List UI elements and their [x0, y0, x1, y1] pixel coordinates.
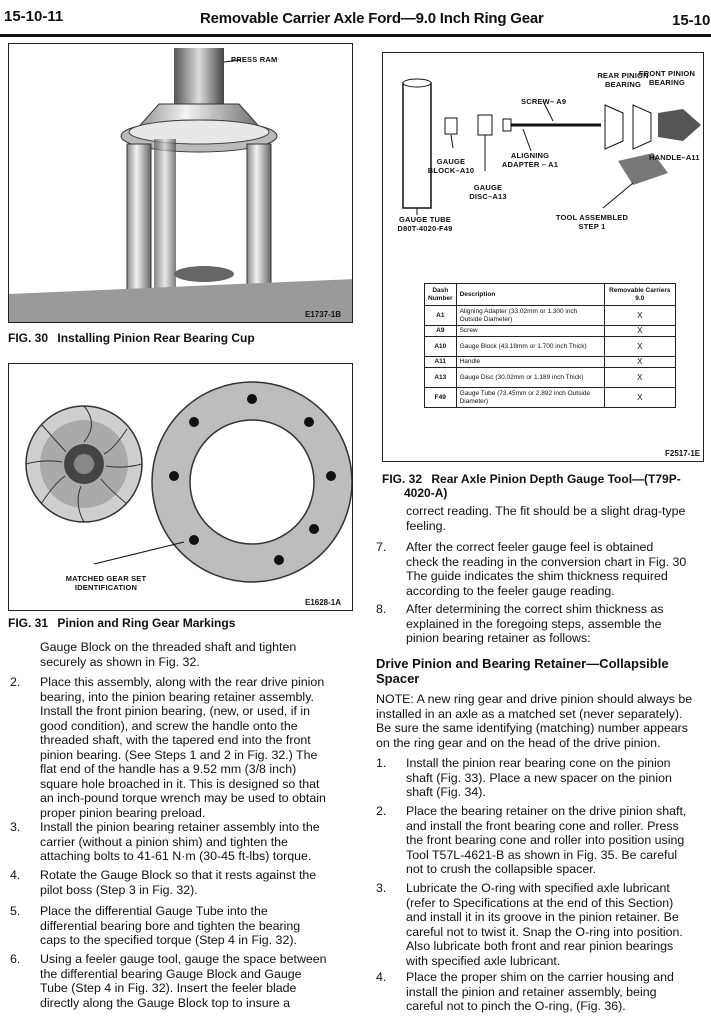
table-cell-description: Gauge Tube (73.45mm or 2.892 inch Outside Diameter)	[456, 388, 604, 408]
text-line: Also lubricate both front and rear pinion bearings	[406, 939, 674, 953]
text-line: Install the pinion rear bearing cone on the pinion	[406, 756, 671, 770]
step-text	[40, 904, 350, 948]
right-intro	[406, 504, 709, 533]
text-line: on the ring gear and on the head of the drive pinion.	[376, 735, 661, 750]
text-line: careful not to pinch the O-ring, (Fig. 36).	[406, 999, 626, 1013]
text-line: bearing, into the pinion bearing retainer assembly.	[40, 689, 314, 704]
gauge-disc-label-line2: DISC–A13	[469, 192, 507, 201]
step-text	[406, 756, 709, 800]
aligning-label-line2: ADAPTER – A1	[501, 160, 559, 169]
text-line: Place the bearing retainer on the drive pinion shaft,	[406, 804, 687, 818]
text-line: securely as shown in Fig. 32.	[40, 654, 200, 669]
step-text	[406, 881, 709, 968]
step-number: 7.	[376, 540, 387, 554]
text-line: threaded shaft, with the tapered end into the front	[40, 733, 311, 747]
text-line: and install the front bearing cone and roller. Press	[406, 818, 679, 833]
press-ram-drawing	[9, 44, 353, 323]
text-line: differential bearing bore and tighten the bearing	[40, 918, 301, 933]
ring-gear	[152, 382, 352, 582]
fig32-caption	[382, 472, 704, 500]
page-number-left: 15-10-11	[4, 8, 64, 25]
text-line: the front bearing cone and roller into position using	[406, 833, 685, 847]
pinion-gear	[26, 406, 142, 522]
text-line: Place this assembly, along with the rear drive pinion	[40, 675, 325, 689]
text-line: with specified axle lubricant.	[406, 953, 561, 968]
table-cell-dash: A11	[425, 357, 457, 368]
fig32-caption-line1	[382, 472, 704, 486]
matched-gear-label-line2: IDENTIFICATION	[74, 583, 138, 592]
text-line: Tube (Step 4 in Fig. 32). Insert the feeler blade	[40, 981, 297, 995]
text-line: good condition), and screw the handle onto the	[40, 718, 298, 733]
table-row	[425, 368, 676, 388]
matched-gear-label-line1: MATCHED GEAR SET	[65, 574, 147, 583]
text-line: pilot boss (Step 3 in Fig. 32).	[40, 882, 198, 897]
step-number: 1.	[376, 756, 387, 770]
tool-assembled-label-line2: STEP 1	[578, 222, 606, 231]
step-text	[406, 804, 709, 877]
table-cell-mark: X	[604, 326, 675, 337]
text-line: installed in an axle as a matched set (never separately).	[376, 706, 683, 721]
text-line: careful not to twist it. Snap the O-ring into position.	[406, 924, 683, 939]
fig31-illustration	[8, 363, 353, 611]
text-line: Install the front pinion bearing, (new, or used, if in	[40, 704, 310, 718]
header-rule	[0, 34, 711, 37]
tool-assembled-label	[549, 213, 635, 231]
text-line: flat end of the handle has a 9.52 mm (3/8 inch)	[40, 762, 297, 776]
text-line: After the correct feeler gauge feel is obtained	[406, 540, 654, 554]
page-header	[0, 0, 711, 40]
step-text	[40, 675, 350, 820]
step-number: 2.	[376, 804, 387, 818]
table-row	[425, 337, 676, 357]
text-line: Using a feeler gauge tool, gauge the space between	[40, 952, 327, 966]
section-heading-line2: Spacer	[376, 671, 420, 686]
gauge-block-label	[423, 157, 479, 175]
table-cell-dash: A9	[425, 326, 457, 337]
table-cell-description: Gauge Block (43.18mm or 1.700 inch Thick)	[456, 337, 604, 357]
fig30-caption	[8, 331, 255, 345]
step-number: 3.	[376, 881, 387, 895]
text-line: Gauge Block on the threaded shaft and tighten	[40, 640, 297, 654]
text-line: an inch-pound torque wrench may be used to obtain	[40, 791, 326, 805]
table-cell-dash: A13	[425, 368, 457, 388]
text-line: shaft (Fig. 33). Place a new spacer on the pinion	[406, 770, 672, 785]
gauge-block-label-line2: BLOCK–A10	[427, 166, 475, 175]
fig32-code: F2517-1E	[665, 449, 701, 458]
text-line: carrier (without a pinion shim) and tighten the	[40, 834, 288, 849]
fig30-illustration	[8, 43, 353, 323]
front-pinion-label-line1: FRONT PINION	[638, 69, 696, 78]
step-number: 5.	[10, 904, 21, 918]
table-row	[425, 306, 676, 326]
table-row	[425, 357, 676, 368]
gauge-tube-label-line2: D80T-4020-F49	[397, 224, 453, 233]
text-line: check the reading in the conversion chart in Fig. 30	[406, 554, 687, 569]
table-cell-mark: X	[604, 368, 675, 388]
fig32-caption-number: FIG. 32	[382, 472, 423, 486]
aligning-label-line1: ALIGNING	[510, 151, 550, 160]
gauge-disc-label-line1: GAUGE	[473, 183, 503, 192]
table-cell-dash: A10	[425, 337, 457, 357]
fig31-caption-text: Pinion and Ring Gear Markings	[57, 616, 236, 630]
screw-label: SCREW– A9	[521, 97, 567, 106]
table-row	[425, 388, 676, 408]
tool-assembled-label-line1: TOOL ASSEMBLED	[555, 213, 629, 222]
text-line: NOTE: A new ring gear and drive pinion should always be	[376, 692, 693, 706]
text-line: The guide indicates the shim thickness required	[406, 569, 668, 583]
fig32-caption-text-2: 4020-A)	[404, 486, 448, 500]
step-text	[406, 602, 709, 646]
text-line: Rotate the Gauge Block so that it rests against the	[40, 868, 317, 882]
left-step-2	[10, 675, 350, 825]
gauge-disc-label	[463, 183, 513, 201]
text-line: After determining the correct shim thickness as	[406, 602, 664, 616]
gauge-tube-label	[389, 215, 461, 233]
fig31-code: E1628-1A	[305, 598, 342, 607]
text-line: caps to the specified torque (Step 4 in Fig. 32).	[40, 933, 297, 947]
table-cell-description: Gauge Disc (30.02mm or 1.189 inch Thick)	[456, 368, 604, 388]
step-text	[40, 820, 350, 864]
table-header-carriers: Removable Carriers 9.0	[604, 284, 675, 306]
gauge-tool-table	[424, 283, 676, 408]
table-row	[425, 326, 676, 337]
fig30-code: E1737-1B	[305, 310, 342, 319]
front-pinion-label-line2: BEARING	[649, 78, 685, 87]
aligning-adapter-label	[495, 151, 565, 169]
text-line: attaching bolts to 41-61 N·m (30-45 ft-lbs) torque.	[40, 849, 312, 863]
text-line: correct reading. The fit should be a slight drag-type	[406, 504, 686, 518]
rear-pinion-label-line1: REAR PINION	[597, 71, 649, 80]
right-column	[376, 504, 709, 1014]
left-intro	[40, 640, 350, 669]
page-number-right: 15-10	[672, 12, 711, 29]
table-header-row	[425, 284, 676, 306]
section-heading	[376, 656, 709, 686]
step-number: 3.	[10, 820, 21, 834]
fig30-caption-number: FIG. 30	[8, 331, 49, 345]
table-header-description: Description	[456, 284, 604, 306]
text-line: the differential bearing Gauge Block and Gauge	[40, 966, 302, 981]
table-cell-mark: X	[604, 306, 675, 326]
step-text	[406, 970, 709, 1014]
step-number: 8.	[376, 602, 387, 616]
step-number: 2.	[10, 675, 21, 689]
section-note	[376, 692, 709, 750]
table-cell-mark: X	[604, 337, 675, 357]
page-title: Removable Carrier Axle Ford—9.0 Inch Ring Gear	[200, 10, 544, 27]
text-line: proper pinion bearing preload.	[40, 805, 206, 820]
table-cell-dash: A1	[425, 306, 457, 326]
table-cell-description: Screw	[456, 326, 604, 337]
text-line: according to the feeler gauge reading.	[406, 583, 615, 598]
step-number: 6.	[10, 952, 21, 966]
table-cell-mark: X	[604, 357, 675, 368]
fig32-caption-text-1: Rear Axle Pinion Depth Gauge Tool—(T79P-	[431, 472, 681, 486]
fig31-caption-number: FIG. 31	[8, 616, 49, 630]
text-line: Place the differential Gauge Tube into the	[40, 904, 268, 918]
gauge-tube-label-line1: GAUGE TUBE	[398, 215, 451, 224]
text-line: Tool T57L-4621-B as shown in Fig. 35. Be careful	[406, 847, 678, 862]
rear-pinion-label-line2: BEARING	[605, 80, 641, 89]
step-number: 4.	[376, 970, 387, 984]
gauge-block-label-line1: GAUGE	[436, 157, 466, 166]
text-line: install the pinion and retainer assembly, being	[406, 984, 657, 999]
step-text	[406, 540, 709, 598]
step-text	[40, 868, 350, 897]
table-cell-description: Aligning Adapter (33.02mm or 1.300 inch Outside Diameter)	[456, 306, 604, 326]
step-text	[40, 952, 350, 1010]
text-line: pinion bearing. (See Steps 1 and 2 in Fig. 32.) The	[40, 747, 318, 762]
text-line: explained in the foregoing steps, assemble the	[406, 616, 662, 631]
fig30-caption-text: Installing Pinion Rear Bearing Cup	[57, 331, 255, 345]
handle-label: HANDLE–A11	[649, 153, 700, 162]
press-ram-label: PRESS RAM	[231, 55, 278, 64]
text-line: feeling.	[406, 518, 446, 533]
table-header-dash: Dash Number	[425, 284, 457, 306]
table-cell-description: Handle	[456, 357, 604, 368]
table-cell-mark: X	[604, 388, 675, 408]
text-line: Be sure the same identifying (matching) number appears	[376, 721, 688, 735]
left-column	[10, 640, 350, 1010]
step-number: 4.	[10, 868, 21, 882]
text-line: and install it in its groove in the pinion retainer. Be	[406, 910, 679, 924]
section-heading-line1: Drive Pinion and Bearing Retainer—Collapsible	[376, 656, 669, 671]
text-line: directly along the Gauge Block top to insure a	[40, 995, 291, 1010]
text-line: Lubricate the O-ring with specified axle lubricant	[406, 881, 670, 895]
text-line: Place the proper shim on the carrier housing and	[406, 970, 674, 984]
text-line: shaft (Fig. 34).	[406, 785, 486, 799]
text-line: pinion bearing retainer as follows:	[406, 631, 591, 645]
text-line: Install the pinion bearing retainer assembly into the	[40, 820, 320, 834]
front-pinion-bearing-label	[631, 69, 703, 87]
matched-gear-label	[51, 574, 161, 592]
fig31-caption	[8, 616, 235, 630]
text-line: not to crush the collapsible spacer.	[406, 862, 597, 876]
table-cell-dash: F49	[425, 388, 457, 408]
text-line: square hole broached in it. This is designed so that	[40, 776, 320, 791]
text-line: (refer to Specifications at the end of this Section)	[406, 895, 674, 910]
